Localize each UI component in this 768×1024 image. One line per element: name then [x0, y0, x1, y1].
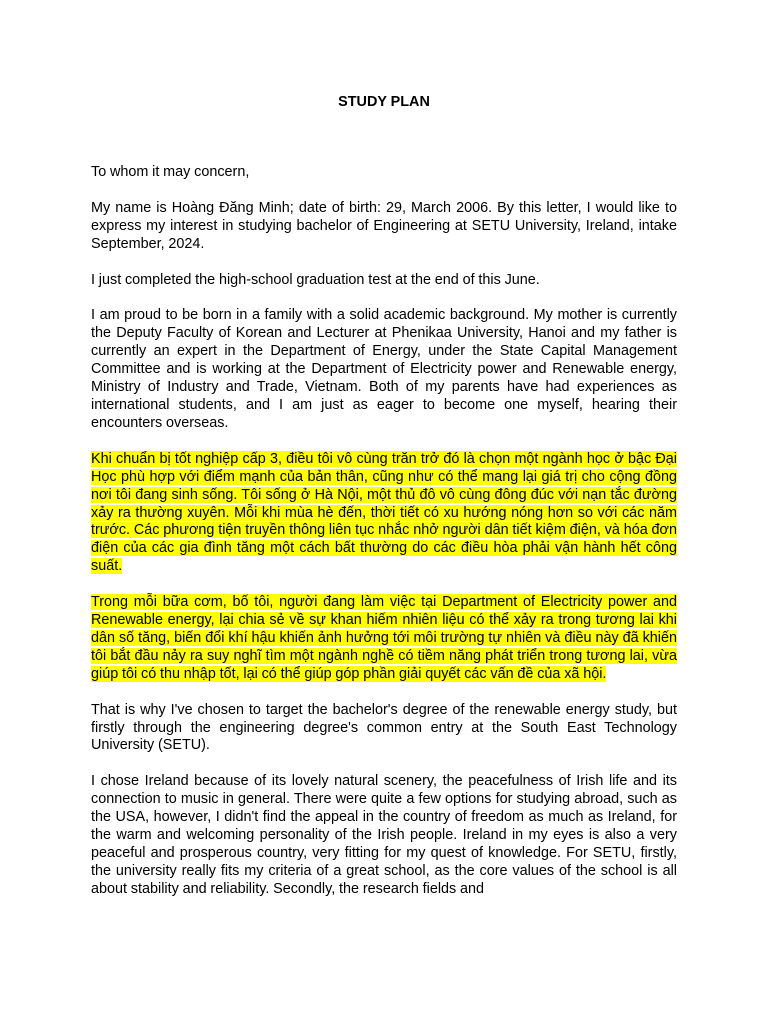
document-body: [91, 94, 677, 917]
paragraph-highlighted-vietnamese-1: [91, 451, 677, 576]
highlighted-text: Trong mỗi bữa cơm, bố tôi, người đang làm việc tại Department of Electricity power and Renewable energy, lại chia sẻ về sự khan hiếm nhiên liệu có thể xảy ra trong tương lai khi dân số tăng, biến đổi khí hậu khiến ảnh hưởng tới môi trường tự nhiên và điều này đã khiến tôi bắt đầu nảy ra suy nghĩ tìm một ngành nghề có tiềm năng phát triển trong tương lai, vừa giúp tôi có thu nhập tốt, lại có thể giúp góp phần giải quyết các vấn đề của xã hội.: [91, 594, 677, 682]
paragraph-graduation: I just completed the high-school graduation test at the end of this June.: [91, 271, 540, 288]
paragraph-target: That is why I've chosen to target the bachelor's degree of the renewable energy study, but firstly through the engineering degree's common entry at the South East Technology University (SETU).: [91, 701, 677, 754]
paragraph-intro: My name is Hoàng Đăng Minh; date of birth: 29, March 2006. By this letter, I would like to express my interest in studying bachelor of Engineering at SETU University, Ireland, intake September, 2024.: [91, 199, 677, 252]
salutation: To whom it may concern,: [91, 163, 250, 180]
highlighted-text: Khi chuẩn bị tốt nghiệp cấp 3, điều tôi vô cùng trăn trở đó là chọn một ngành học ở bậc Đại Học phù hợp với điểm mạnh của bản thân, cũng như có thể mang lại giá trị cho cộng đồng nơi tôi đang sinh sống. Tôi sống ở Hà Nội, một thủ đô vô cùng đông đúc với nạn tắc đường xảy ra thường xuyên. Mỗi khi mùa hè đến, thời tiết có xu hướng nóng hơn so với các năm trước. Các phương tiện truyền thông liên tục nhắc nhở người dân tiết kiệm điện, và hóa đơn điện của các gia đình tăng một cách bất thường do các điều hòa phải vận hành hết công suất.: [91, 450, 677, 575]
paragraph-highlighted-vietnamese-2: [91, 594, 677, 684]
paragraph-ireland: I chose Ireland because of its lovely natural scenery, the peacefulness of Irish life and its connection to music in general. There were quite a few options for studying abroad, such as the USA, however, I didn't find the appeal in the country of freedom as much as Ireland, for the warm and welcoming personality of the Irish people. Ireland in my eyes is also a very peaceful and prosperous country, very fitting for my quest of knowledge. For SETU, firstly, the university really fits my criteria of a great school, as the core values of the school is all about stability and reliability. Secondly, the research fields and: [91, 773, 677, 897]
document-title: STUDY PLAN: [338, 94, 430, 110]
paragraph-family: I am proud to be born in a family with a solid academic background. My mother is currently the Deputy Faculty of Korean and Lecturer at Phenikaa University, Hanoi and my father is currently an expert in the Department of Energy, under the State Capital Management Committee and is working at the Department of Electricity power and Renewable energy, Ministry of Industry and Trade, Vietnam. Both of my parents have had experiences as international students, and I am just as eager to become one myself, hearing their encounters overseas.: [91, 307, 677, 431]
